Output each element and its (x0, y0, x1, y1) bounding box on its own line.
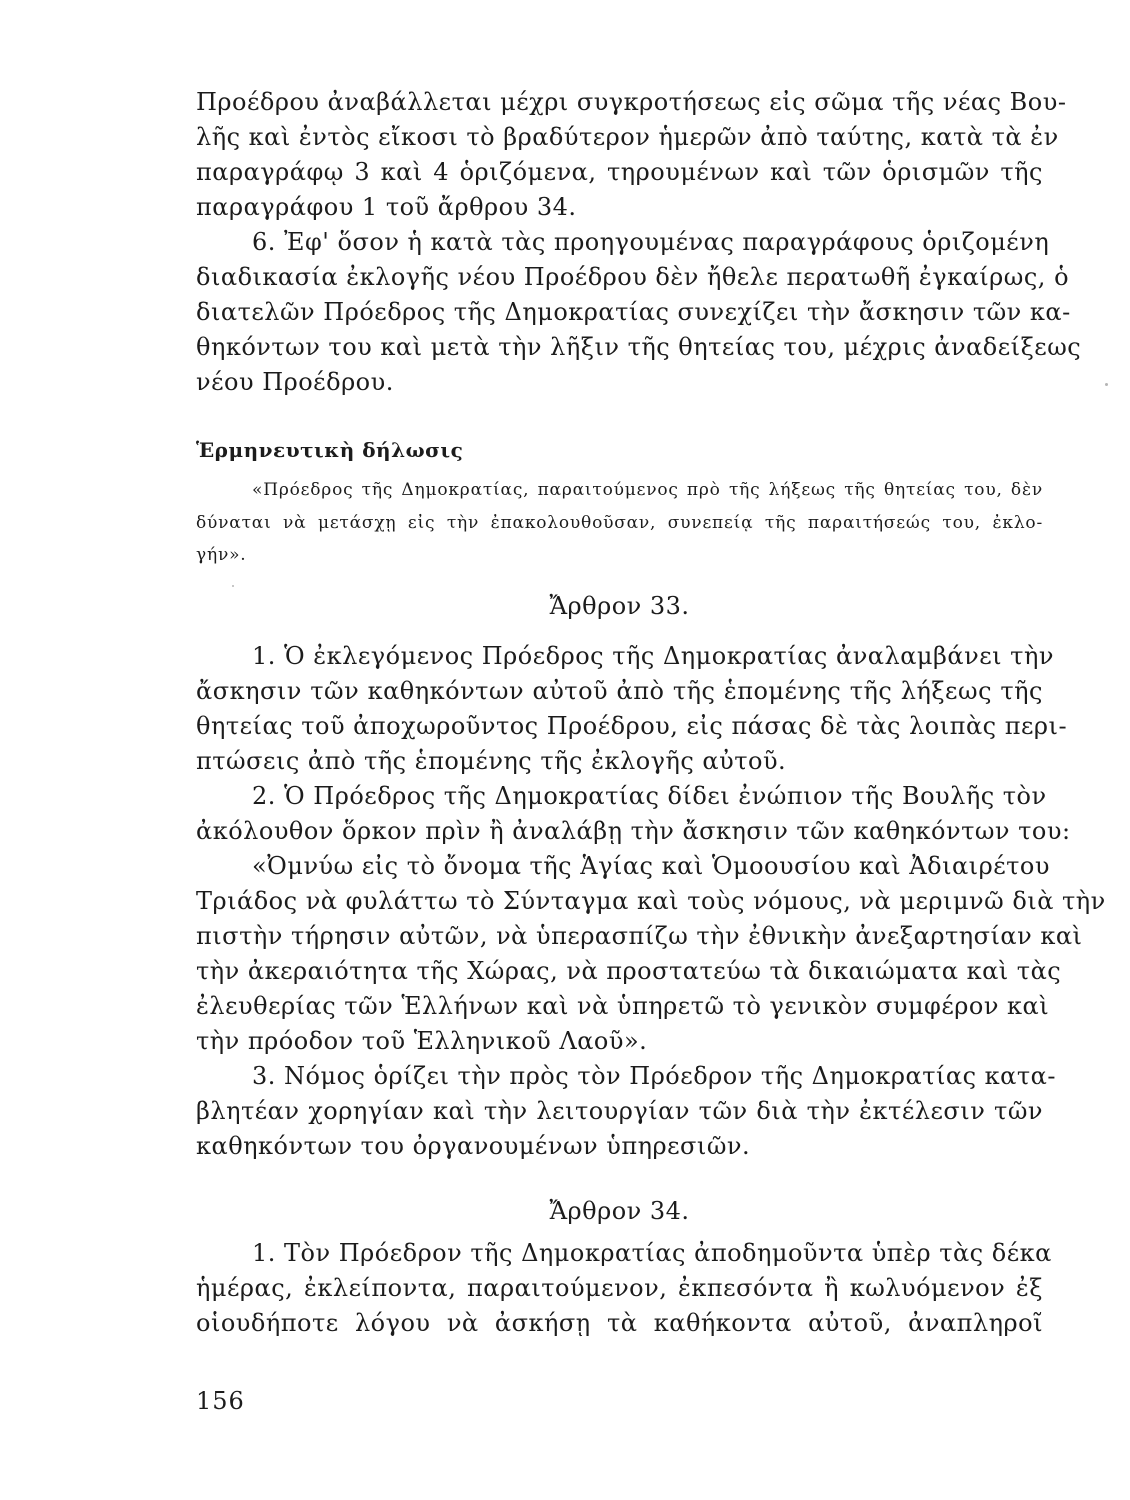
text-line: 1. Ὁ ἐκλεγόμενος Πρόεδρος τῆς Δημοκρατίας ἀναλαμβάνει τὴν (252, 642, 1054, 670)
text-line: «Ὀμνύω εἰς τὸ ὄνομα τῆς Ἁγίας καὶ Ὁμοουσίου καὶ Ἀδιαιρέτου (252, 852, 1050, 880)
text-line: θηκόντων του καὶ μετὰ τὴν λῆξιν τῆς θητείας του, μέχρις ἀναδείξεως (196, 333, 1082, 361)
interpretive-heading: Ἑρμηνευτικὴ δήλωσις (196, 438, 464, 462)
scan-speck (1105, 383, 1108, 386)
note-line: «Πρόεδρος τῆς Δημοκρατίας, παραιτούμενος πρὸ τῆς λήξεως τῆς θητείας του, δὲν (252, 480, 1043, 500)
text-line: νέου Προέδρου. (196, 368, 394, 396)
text-line: καθηκόντων του ὀργανουμένων ὑπηρεσιῶν. (196, 1132, 751, 1160)
text-line: Τριάδος νὰ φυλάττω τὸ Σύνταγμα καὶ τοὺς νόμους, νὰ μεριμνῶ διὰ τὴν (196, 887, 1106, 915)
text-line: 3. Νόμος ὁρίζει τὴν πρὸς τὸν Πρόεδρον τῆς Δημοκρατίας κατα- (252, 1062, 1056, 1090)
article-34-title: Ἄρθρον 34. (549, 1197, 690, 1225)
text-line: λῆς καὶ ἐντὸς εἴκοσι τὸ βραδύτερον ἡμερῶν ἀπὸ ταύτης, κατὰ τὰ ἐν (196, 123, 1059, 151)
document-page (196, 0, 1106, 1500)
text-line: παραγράφῳ 3 καὶ 4 ὁριζόμενα, τηρουμένων καὶ τῶν ὁρισμῶν τῆς (196, 158, 1043, 186)
text-line: τὴν πρόοδον τοῦ Ἑλληνικοῦ Λαοῦ». (196, 1027, 648, 1055)
text-line: παραγράφου 1 τοῦ ἄρθρου 34. (196, 193, 577, 221)
text-line: 1. Τὸν Πρόεδρον τῆς Δημοκρατίας ἀποδημοῦντα ὑπὲρ τὰς δέκα (252, 1239, 1052, 1267)
text-line: διαδικασία ἐκλογῆς νέου Προέδρου δὲν ἤθελε περατωθῆ ἐγκαίρως, ὁ (196, 263, 1070, 291)
scan-speck (232, 585, 234, 587)
text-line: πιστὴν τήρησιν αὐτῶν, νὰ ὑπερασπίζω τὴν ἐθνικὴν ἀνεξαρτησίαν καὶ (196, 922, 1083, 950)
text-line: ἄσκησιν τῶν καθηκόντων αὐτοῦ ἀπὸ τῆς ἑπομένης τῆς λήξεως τῆς (196, 677, 1043, 705)
text-line: Προέδρου ἀναβάλλεται μέχρι συγκροτήσεως εἰς σῶμα τῆς νέας Βου- (196, 88, 1067, 116)
page-number: 156 (196, 1387, 245, 1415)
note-line: γήν». (196, 545, 247, 565)
text-line: 2. Ὁ Πρόεδρος τῆς Δημοκρατίας δίδει ἐνώπιον τῆς Βουλῆς τὸν (252, 782, 1047, 810)
text-line: ἡμέρας, ἐκλείποντα, παραιτούμενον, ἐκπεσόντα ἢ κωλυόμενον ἐξ (196, 1274, 1043, 1302)
note-line: δύναται νὰ μετάσχῃ εἰς τὴν ἐπακολουθοῦσαν, συνεπείᾳ τῆς παραιτήσεώς του, ἐκλο- (196, 513, 1043, 533)
text-line: πτώσεις ἀπὸ τῆς ἑπομένης τῆς ἐκλογῆς αὐτοῦ. (196, 747, 787, 775)
article-33-title: Ἄρθρον 33. (549, 592, 690, 620)
text-line: διατελῶν Πρόεδρος τῆς Δημοκρατίας συνεχίζει τὴν ἄσκησιν τῶν κα- (196, 298, 1071, 326)
text-line: ἀκόλουθον ὅρκον πρὶν ἢ ἀναλάβῃ τὴν ἄσκησιν τῶν καθηκόντων του: (196, 817, 1071, 845)
text-line: θητείας τοῦ ἀποχωροῦντος Προέδρου, εἰς πάσας δὲ τὰς λοιπὰς περι- (196, 712, 1068, 740)
text-line: 6. Ἐφ' ὅσον ἡ κατὰ τὰς προηγουμένας παραγράφους ὁριζομένη (252, 228, 1050, 256)
text-line: οἱουδήποτε λόγου νὰ ἀσκήσῃ τὰ καθήκοντα αὐτοῦ, ἀναπληροῖ (196, 1309, 1043, 1337)
text-line: ἐλευθερίας τῶν Ἑλλήνων καὶ νὰ ὑπηρετῶ τὸ γενικὸν συμφέρον καὶ (196, 992, 1050, 1020)
text-line: βλητέαν χορηγίαν καὶ τὴν λειτουργίαν τῶν διὰ τὴν ἐκτέλεσιν τῶν (196, 1097, 1043, 1125)
text-line: τὴν ἀκεραιότητα τῆς Χώρας, νὰ προστατεύω τὰ δικαιώματα καὶ τὰς (196, 957, 1062, 985)
